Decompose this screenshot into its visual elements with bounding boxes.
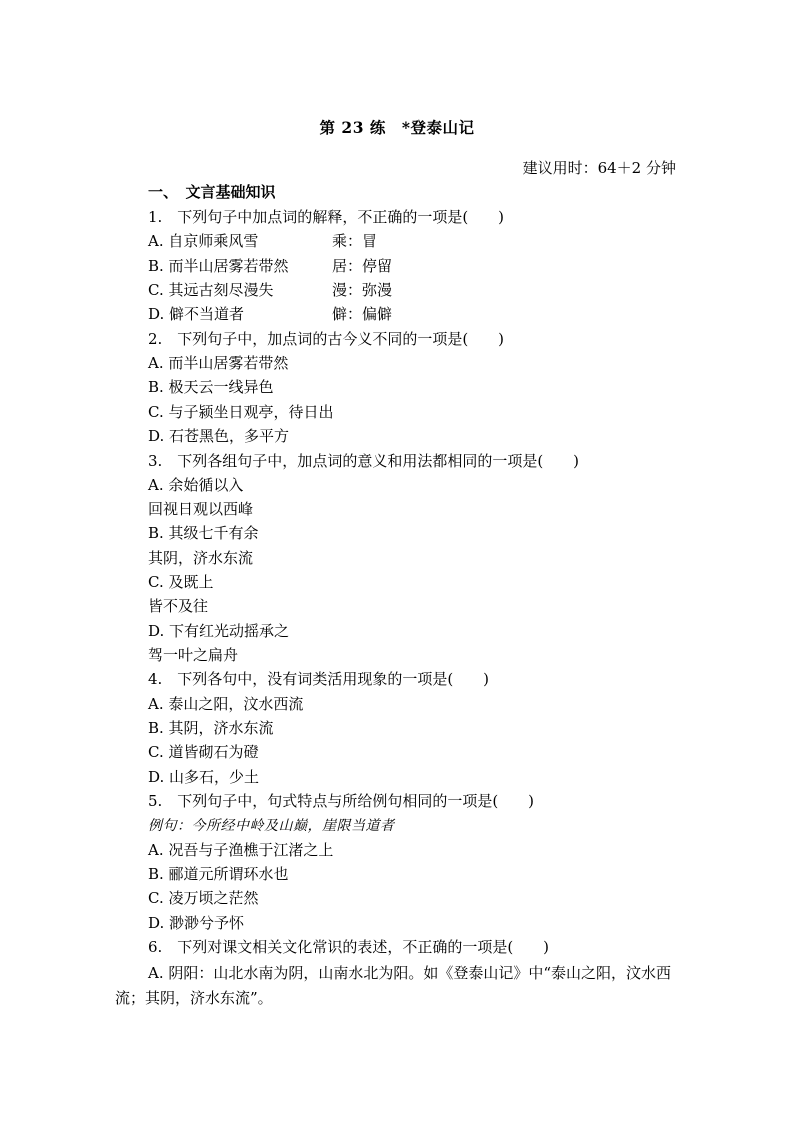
q3-line-3: B. 其级七千有余 xyxy=(148,524,259,542)
question-4-stem: 4. 下列各句中，没有词类活用现象的一项是( ) xyxy=(148,670,490,688)
q5-example: 例句：今所经中岭及山巅，崖限当道者 xyxy=(148,818,395,834)
q3-line-1: A. 余始循以入 xyxy=(148,476,244,494)
q3-line-2: 回视日观以西峰 xyxy=(148,500,254,518)
q3-line-5: C. 及既上 xyxy=(148,573,214,591)
q4-option-d: D. 山多石，少土 xyxy=(148,768,260,786)
q4-option-a: A. 泰山之阳，汶水西流 xyxy=(148,695,304,713)
q5-option-c: C. 凌万顷之茫然 xyxy=(148,889,259,907)
q5-option-b: B. 郦道元所谓环水也 xyxy=(148,865,289,883)
question-2-stem: 2. 下列句子中，加点词的古今义不同的一项是( ) xyxy=(148,330,505,348)
q5-option-d: D. 渺渺兮予怀 xyxy=(148,914,245,932)
q3-line-8: 驾一叶之扁舟 xyxy=(148,646,239,664)
q1-option-a xyxy=(148,231,258,251)
q1-option-d-gloss: 僻：偏僻 xyxy=(332,305,393,323)
q4-option-c: C. 道皆砌石为磴 xyxy=(148,743,259,761)
q2-option-c: C. 与子颍坐日观亭，待日出 xyxy=(148,403,334,421)
option-text: A. 自京师乘风雪 xyxy=(148,232,259,250)
q1-option-c-gloss: 漫：弥漫 xyxy=(332,281,393,299)
suggested-time: 建议用时：64＋2 分钟 xyxy=(522,159,676,177)
q2-option-b: B. 极天云一线异色 xyxy=(148,378,274,396)
q6-option-a: A. 阴阳：山北水南为阴，山南水北为阳。如《登泰山记》中“泰山之阳，汶水西流；其阴，济水东流”。 xyxy=(115,964,672,1007)
page-title: 第 23 练 *登泰山记 xyxy=(319,118,475,137)
q1-option-c: C. 其远古刻尽漫失 xyxy=(148,281,274,299)
question-3-stem: 3. 下列各组句子中，加点词的意义和用法都相同的一项是( ) xyxy=(148,452,580,470)
q3-line-6: 皆不及往 xyxy=(148,597,209,615)
q5-option-a: A. 况吾与子渔樵于江渚之上 xyxy=(148,841,334,859)
q4-option-b: B. 其阴，济水东流 xyxy=(148,719,274,737)
q1-option-b: B. 而半山居雾若带然 xyxy=(148,257,289,275)
question-5-stem: 5. 下列句子中，句式特点与所给例句相同的一项是( ) xyxy=(148,792,535,810)
q1-option-d: D. 僻不当道者 xyxy=(148,305,245,323)
question-1-stem: 1. 下列句子中加点词的解释，不正确的一项是( ) xyxy=(148,208,505,226)
q2-option-a: A. 而半山居雾若带然 xyxy=(148,354,289,372)
q1-option-a-gloss: 乘：冒 xyxy=(332,232,378,250)
q3-line-7: D. 下有红光动摇承之 xyxy=(148,622,290,640)
q3-line-4: 其阴，济水东流 xyxy=(148,549,254,567)
question-6-stem: 6. 下列对课文相关文化常识的表述，不正确的一项是( ) xyxy=(148,938,550,956)
q2-option-d: D. 石苍黑色，多平方 xyxy=(148,427,290,445)
q1-option-b-gloss: 居：停留 xyxy=(332,257,393,275)
section-heading: 一、 文言基础知识 xyxy=(148,183,276,201)
